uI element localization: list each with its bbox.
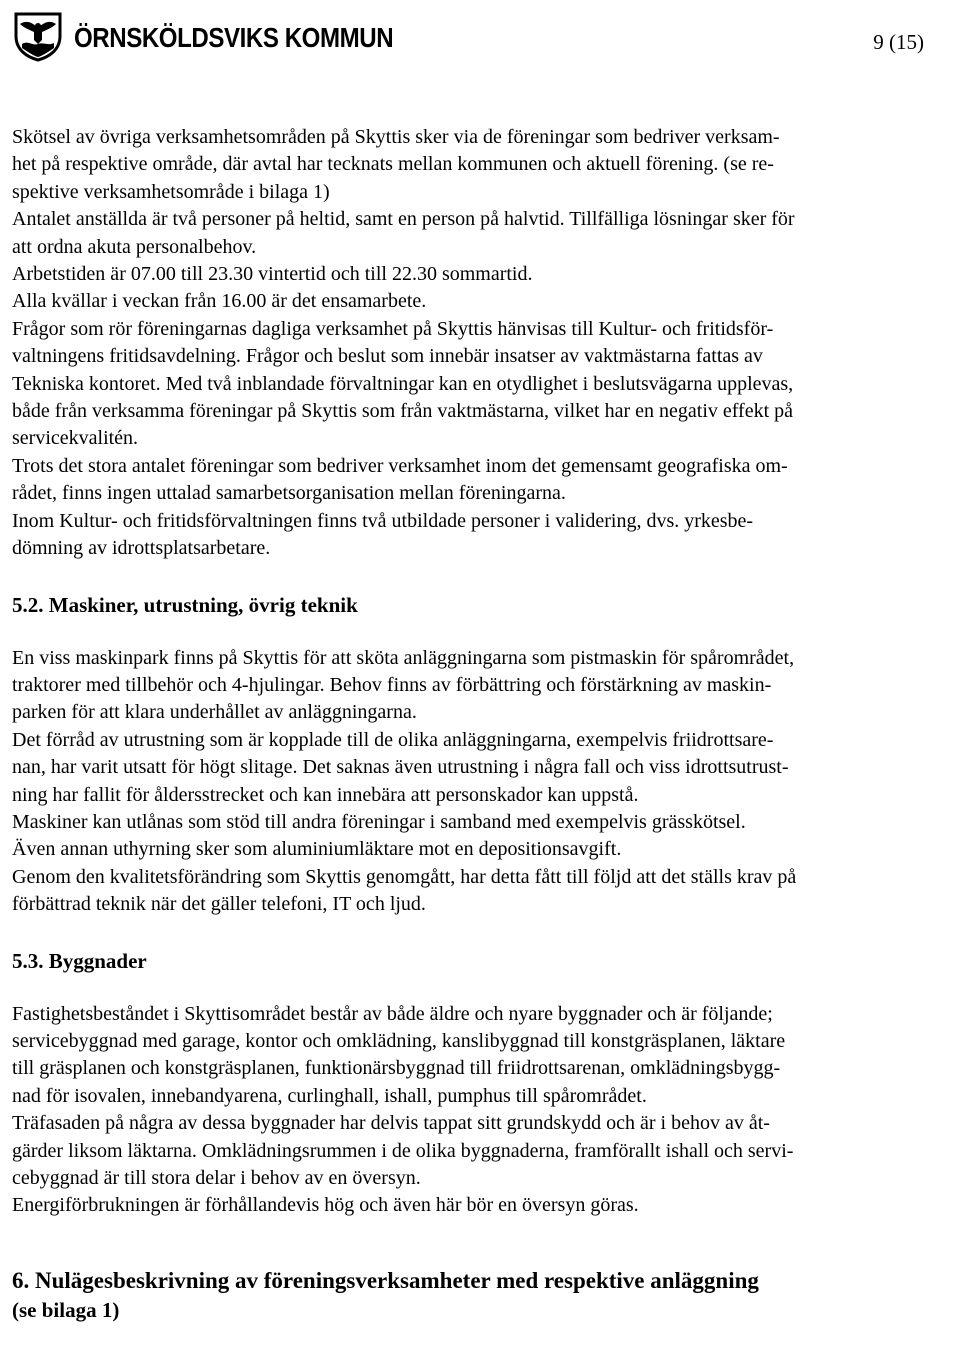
text-line: Skötsel av övriga verksamhetsområden på Skyttis sker via de föreningar som bedriver verksam- — [12, 126, 780, 148]
paragraph-buildings — [12, 1001, 960, 1220]
text-line: dömning av idrottsplatsarbetare. — [12, 537, 271, 560]
text-line: Träfasaden på några av dessa byggnader har delvis tappat sitt grundskydd och är i behov av åt- — [12, 1112, 770, 1135]
text-line: traktorer med tillbehör och 4-hjulingar. Behov finns av förbättring och förstärkning av maskin- — [12, 673, 772, 696]
paragraph-machinery — [12, 645, 960, 919]
section-heading-6: 6. Nulägesbeskrivning av föreningsverksamheter med respektive anläggning — [12, 1267, 759, 1293]
text-line: spektive verksamhetsområde i bilaga 1) — [12, 180, 330, 203]
text-line: het på respektive område, där avtal har tecknats mellan kommunen och aktuell förening. (se re- — [12, 153, 774, 176]
text-line: Frågor som rör föreningarnas dagliga verksamhet på Skyttis hänvisas till Kultur- och fritidsför- — [12, 317, 774, 340]
text-line: förbättrad teknik när det gäller telefoni, IT och ljud. — [12, 893, 426, 916]
page-number: 9 (15) — [873, 30, 924, 54]
text-line: nan, har varit utsatt för högt slitage. Det saknas även utrustning i några fall och viss idrottsutrust- — [12, 756, 789, 779]
document-body — [12, 124, 960, 1324]
text-line: nad för isovalen, innebandyarena, curlinghall, ishall, pumphus till spårområdet. — [12, 1084, 647, 1107]
text-line: Det förråd av utrustning som är kopplade till de olika anläggningarna, exempelvis friidrottsare- — [12, 728, 774, 751]
text-line: Trots det stora antalet föreningar som bedriver verksamhet inom det gemensamt geografiska om- — [12, 454, 788, 477]
section-heading-5-2: 5.2. Maskiner, utrustning, övrig teknik — [12, 592, 358, 617]
text-line: servicekvalitén. — [12, 427, 139, 450]
page-header — [0, 0, 960, 80]
text-line: Arbetstiden är 07.00 till 23.30 vintertid och till 22.30 sommartid. — [12, 263, 533, 286]
text-line: Alla kvällar i veckan från 16.00 är det ensamarbete. — [12, 290, 427, 313]
eagle-shield-icon — [12, 10, 64, 62]
text-line: Genom den kvalitetsförändring som Skyttis genomgått, har detta fått till följd att det ställs krav på — [12, 865, 797, 888]
text-line: både från verksamma föreningar på Skyttis som från vaktmästarna, vilket har en negativ effekt på — [12, 400, 794, 423]
text-line: servicebyggnad med garage, kontor och omklädning, kanslibyggnad till konstgräsplanen, läktare — [12, 1029, 786, 1052]
text-line: rådet, finns ingen uttalad samarbetsorganisation mellan föreningarna. — [12, 482, 566, 505]
section-heading-6-subtitle: (se bilaga 1) — [12, 1297, 120, 1322]
text-line: Antalet anställda är två personer på heltid, samt en person på halvtid. Tillfälliga lösningar sker för — [12, 208, 795, 231]
text-line: Fastighetsbeståndet i Skyttisområdet består av både äldre och nyare byggnader och är följande; — [12, 1002, 773, 1025]
text-line: Inom Kultur- och fritidsförvaltningen finns två utbildade personer i validering, dvs. yrkesbe- — [12, 509, 754, 532]
organization-name: ÖRNSKÖLDSVIKS KOMMUN — [74, 22, 394, 53]
text-line: Även annan uthyrning sker som aluminiumläktare mot en depositionsavgift. — [12, 838, 622, 861]
text-line: Tekniska kontoret. Med två inblandade förvaltningar kan en otydlighet i beslutsvägarna upplevas, — [12, 372, 794, 395]
text-line: till gräsplanen och konstgräsplanen, funktionärsbyggnad till friidrottsarenan, omklädningsbygg- — [12, 1057, 781, 1080]
section-heading-5-3: 5.3. Byggnader — [12, 948, 147, 973]
text-line: Maskiner kan utlånas som stöd till andra föreningar i samband med exempelvis grässkötsel. — [12, 810, 746, 833]
text-line: En viss maskinpark finns på Skyttis för att sköta anläggningarna som pistmaskin för spårområdet, — [12, 646, 795, 669]
text-line: Energiförbrukningen är förhållandevis hög och även här bör en översyn göras. — [12, 1194, 639, 1217]
paragraph-staffing — [12, 124, 960, 563]
text-line: ning har fallit för åldersstrecket och kan innebära att personskador kan uppstå. — [12, 783, 639, 806]
text-line: parken för att klara underhållet av anläggningarna. — [12, 701, 417, 724]
text-line: valtningens fritidsavdelning. Frågor och beslut som innebär insatser av vaktmästarna fattas av — [12, 345, 763, 368]
text-line: cebyggnad är till stora delar i behov av en översyn. — [12, 1167, 421, 1189]
text-line: gärder liksom läktarna. Omklädningsrummen i de olika byggnaderna, framförallt ishall och servi- — [12, 1139, 794, 1162]
text-line: att ordna akuta personalbehov. — [12, 235, 257, 258]
